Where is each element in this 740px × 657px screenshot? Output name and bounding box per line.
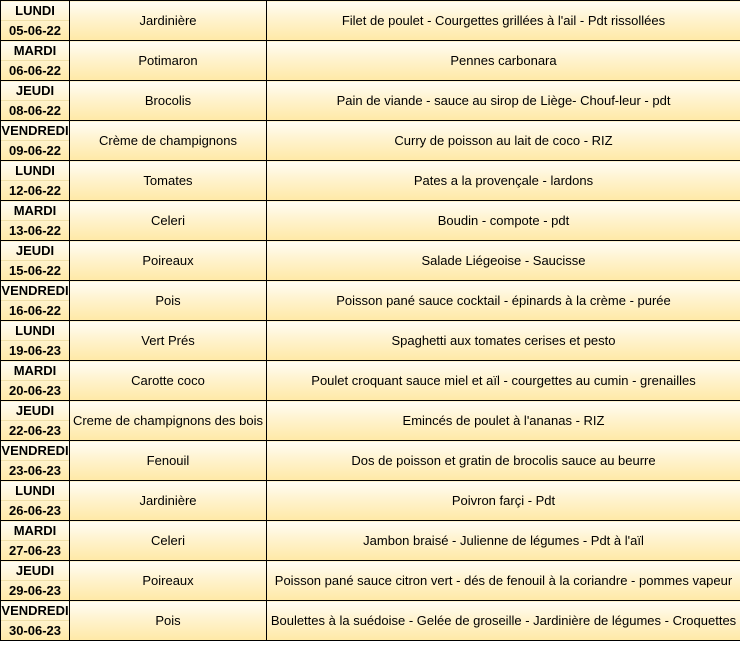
day-cell — [1, 361, 70, 401]
main-dish-cell: Emincés de poulet à l'ananas - RIZ — [267, 401, 740, 441]
day-name: MARDI — [13, 523, 57, 538]
table-row — [1, 481, 740, 521]
table-row — [1, 121, 740, 161]
main-dish-cell: Pennes carbonara — [267, 41, 740, 81]
day-name: VENDREDI — [1, 283, 69, 298]
table-row — [1, 161, 740, 201]
day-date: 13-06-22 — [1, 220, 69, 240]
day-name: VENDREDI — [1, 443, 69, 458]
day-date: 26-06-23 — [1, 500, 69, 520]
soup-cell: Poireaux — [70, 241, 267, 281]
soup-cell: Jardinière — [70, 1, 267, 41]
day-date: 09-06-22 — [1, 140, 69, 160]
day-cell — [1, 601, 70, 641]
day-cell — [1, 161, 70, 201]
day-name: VENDREDI — [1, 603, 69, 618]
soup-cell: Vert Prés — [70, 321, 267, 361]
day-cell — [1, 41, 70, 81]
day-cell — [1, 241, 70, 281]
main-dish-cell: Poivron farçi - Pdt — [267, 481, 740, 521]
soup-cell: Pois — [70, 281, 267, 321]
table-row — [1, 281, 740, 321]
day-date: 19-06-23 — [1, 340, 69, 360]
main-dish-cell: Salade Liégeoise - Saucisse — [267, 241, 740, 281]
main-dish-cell: Pates a la provençale - lardons — [267, 161, 740, 201]
day-date: 08-06-22 — [1, 100, 69, 120]
day-date: 12-06-22 — [1, 180, 69, 200]
day-cell — [1, 521, 70, 561]
main-dish-cell: Jambon braisé - Julienne de légumes - Pdt à l'aïl — [267, 521, 740, 561]
day-name: MARDI — [13, 363, 57, 378]
day-date: 22-06-23 — [1, 420, 69, 440]
day-name: LUNDI — [15, 163, 55, 178]
day-name: JEUDI — [15, 403, 55, 418]
table-row — [1, 601, 740, 641]
table-row — [1, 361, 740, 401]
table-row — [1, 41, 740, 81]
day-name: LUNDI — [15, 3, 55, 18]
soup-cell: Potimaron — [70, 41, 267, 81]
table-row — [1, 521, 740, 561]
day-cell — [1, 81, 70, 121]
soup-cell: Poireaux — [70, 561, 267, 601]
main-dish-cell: Filet de poulet - Courgettes grillées à l'ail - Pdt rissollées — [267, 1, 740, 41]
day-cell — [1, 1, 70, 41]
soup-cell: Celeri — [70, 521, 267, 561]
soup-cell: Fenouil — [70, 441, 267, 481]
day-name: LUNDI — [15, 323, 55, 338]
main-dish-cell: Boudin - compote - pdt — [267, 201, 740, 241]
day-cell — [1, 441, 70, 481]
day-date: 23-06-23 — [1, 460, 69, 480]
main-dish-cell: Pain de viande - sauce au sirop de Liège- Chouf-leur - pdt — [267, 81, 740, 121]
day-date: 27-06-23 — [1, 540, 69, 560]
soup-cell: Celeri — [70, 201, 267, 241]
day-name: JEUDI — [15, 83, 55, 98]
day-cell — [1, 121, 70, 161]
main-dish-cell: Spaghetti aux tomates cerises et pesto — [267, 321, 740, 361]
table-row — [1, 401, 740, 441]
soup-cell: Creme de champignons des bois — [70, 401, 267, 441]
day-date: 29-06-23 — [1, 580, 69, 600]
day-name: JEUDI — [15, 563, 55, 578]
main-dish-cell: Poulet croquant sauce miel et aïl - courgettes au cumin - grenailles — [267, 361, 740, 401]
day-date: 30-06-23 — [1, 620, 69, 640]
day-name: LUNDI — [15, 483, 55, 498]
day-cell — [1, 201, 70, 241]
table-row — [1, 81, 740, 121]
main-dish-cell: Dos de poisson et gratin de brocolis sauce au beurre — [267, 441, 740, 481]
table-row — [1, 201, 740, 241]
day-date: 16-06-22 — [1, 300, 69, 320]
day-date: 15-06-22 — [1, 260, 69, 280]
table-row — [1, 441, 740, 481]
day-date: 05-06-22 — [1, 20, 69, 40]
soup-cell: Pois — [70, 601, 267, 641]
soup-cell: Jardinière — [70, 481, 267, 521]
soup-cell: Brocolis — [70, 81, 267, 121]
main-dish-cell: Poisson pané sauce citron vert - dés de fenouil à la coriandre - pommes vapeur — [267, 561, 740, 601]
table-row — [1, 321, 740, 361]
table-row — [1, 1, 740, 41]
day-cell — [1, 321, 70, 361]
day-date: 20-06-23 — [1, 380, 69, 400]
table-row — [1, 561, 740, 601]
table-row — [1, 241, 740, 281]
soup-cell: Tomates — [70, 161, 267, 201]
soup-cell: Carotte coco — [70, 361, 267, 401]
day-cell — [1, 561, 70, 601]
day-name: VENDREDI — [1, 123, 69, 138]
day-name: MARDI — [13, 43, 57, 58]
day-cell — [1, 281, 70, 321]
day-cell — [1, 481, 70, 521]
day-name: JEUDI — [15, 243, 55, 258]
main-dish-cell: Boulettes à la suédoise - Gelée de groseille - Jardinière de légumes - Croquettes — [267, 601, 740, 641]
main-dish-cell: Poisson pané sauce cocktail - épinards à la crème - purée — [267, 281, 740, 321]
day-cell — [1, 401, 70, 441]
main-dish-cell: Curry de poisson au lait de coco - RIZ — [267, 121, 740, 161]
soup-cell: Crème de champignons — [70, 121, 267, 161]
day-date: 06-06-22 — [1, 60, 69, 80]
day-name: MARDI — [13, 203, 57, 218]
menu-table-body — [1, 1, 740, 641]
